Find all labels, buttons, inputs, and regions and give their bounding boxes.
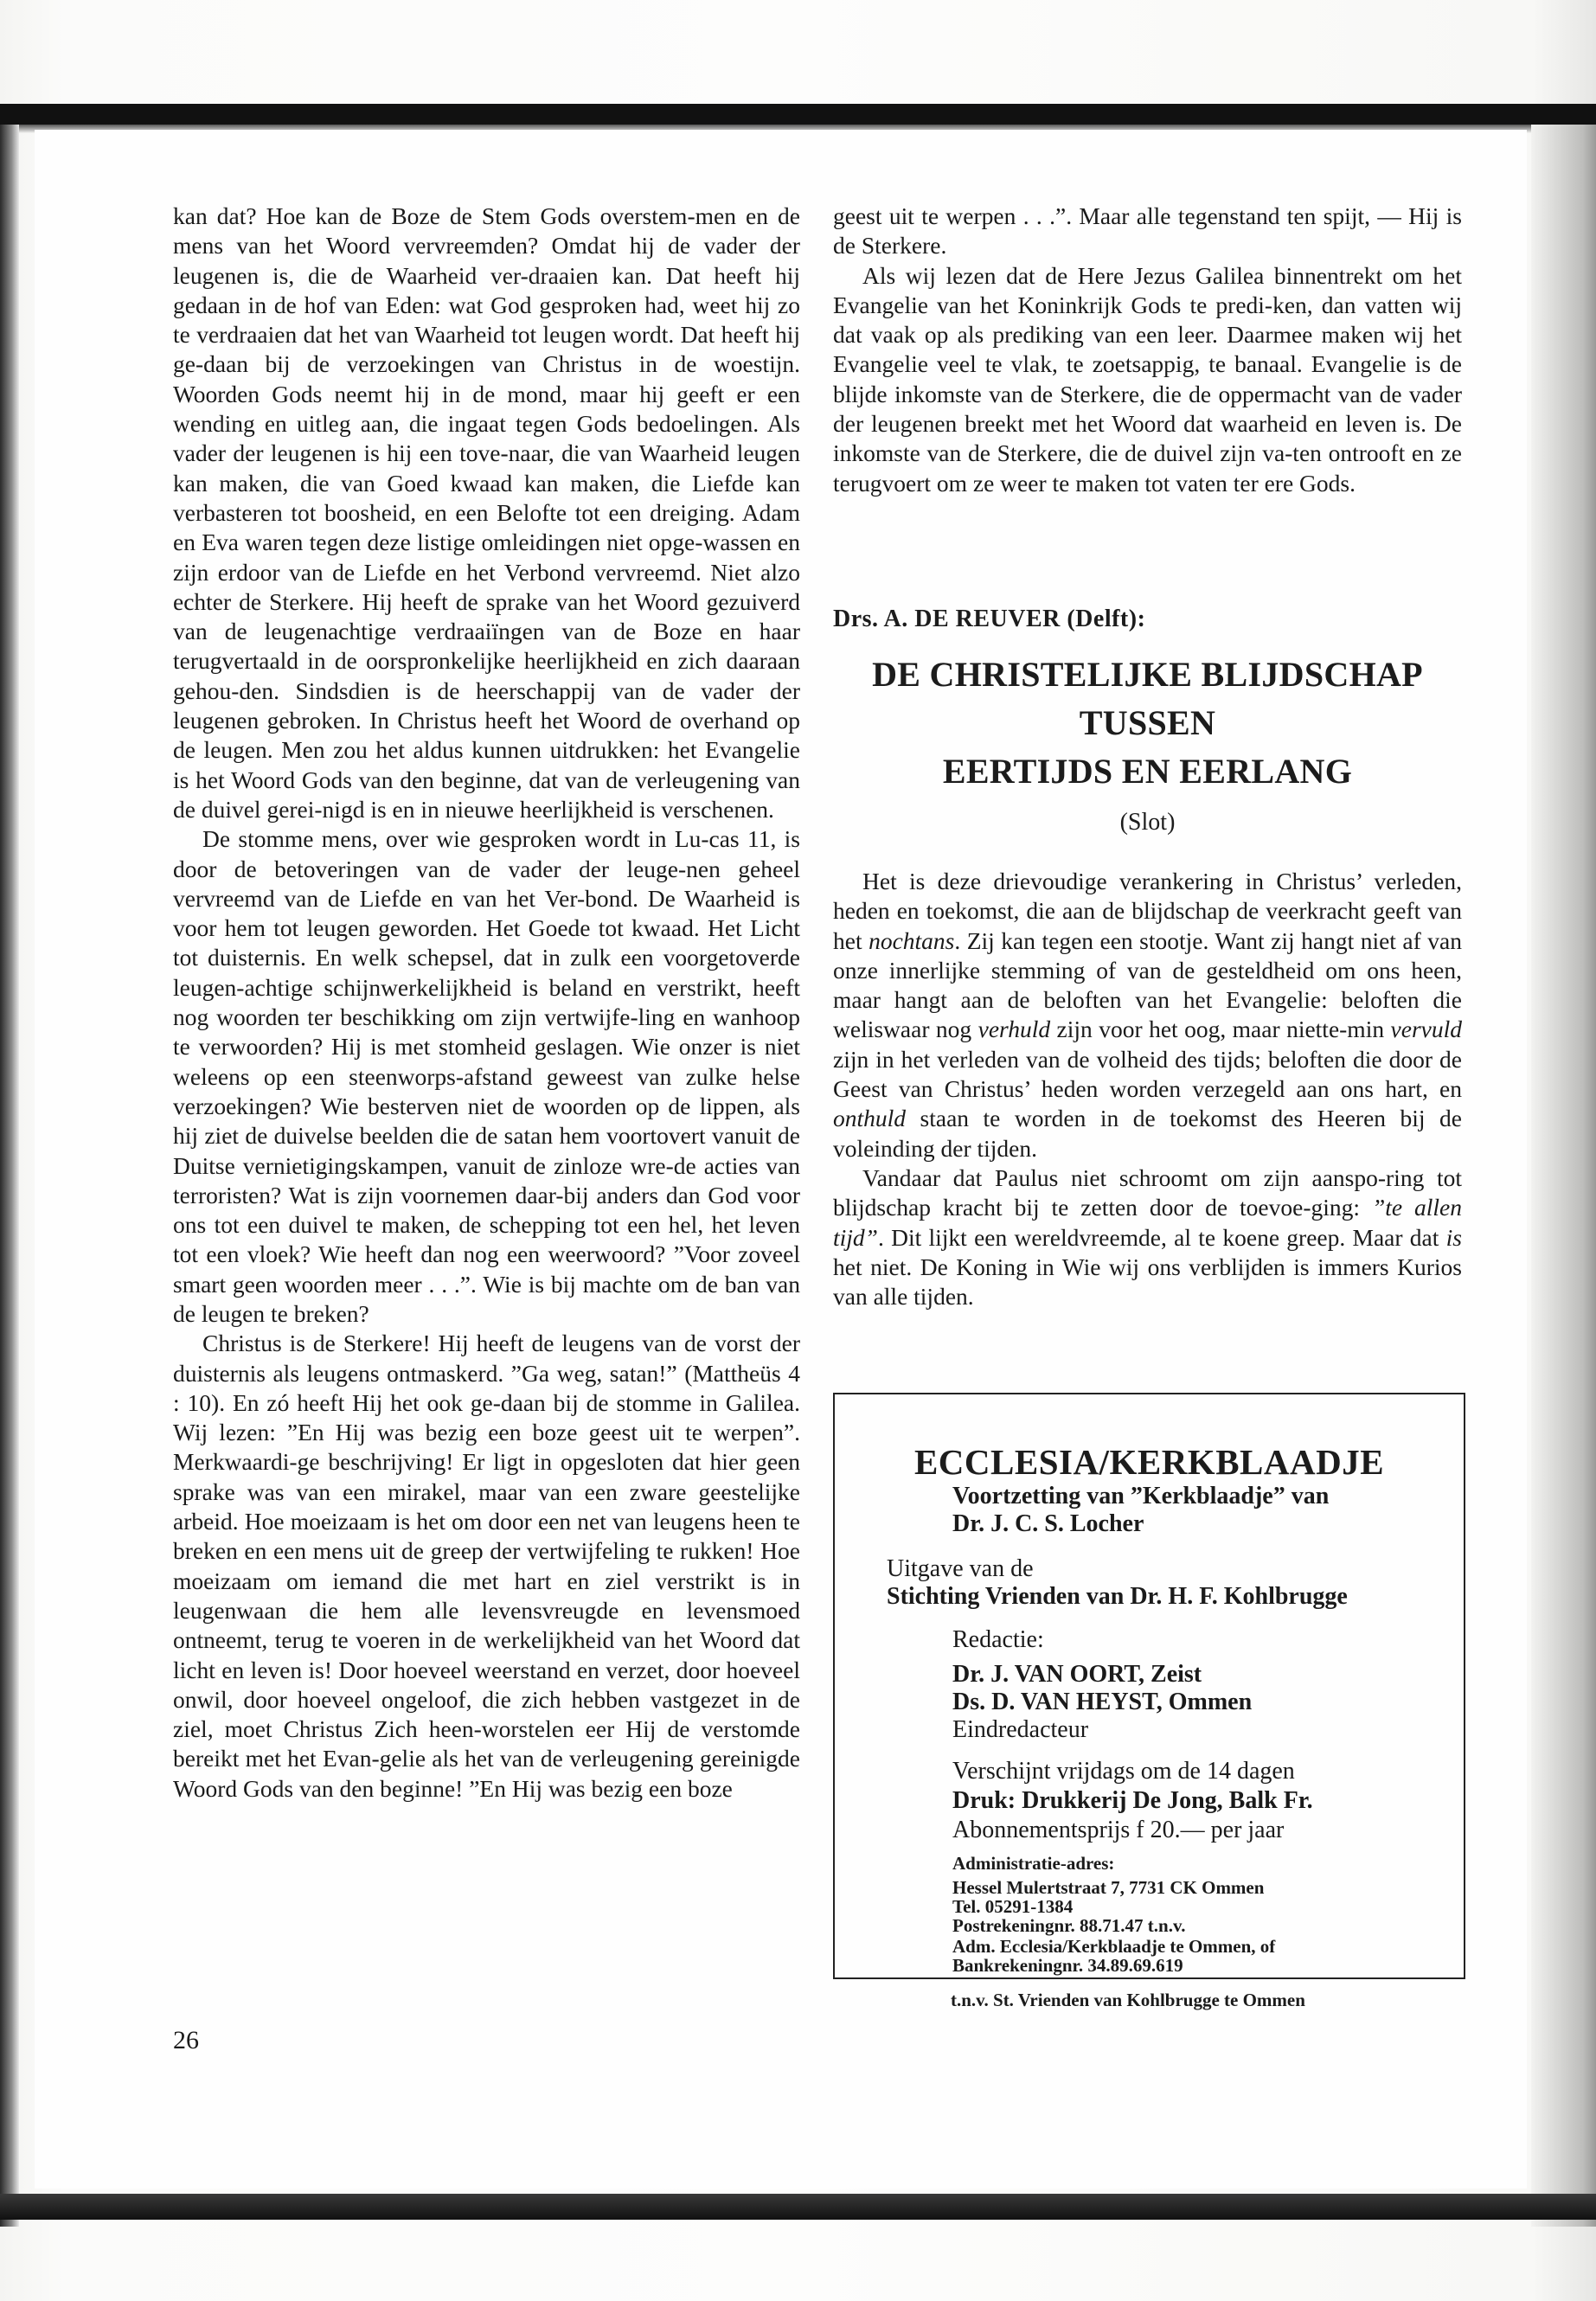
colophon-admin-bank-holder: t.n.v. St. Vrienden van Kohlbrugge te Ommen (951, 1990, 1305, 2010)
colophon-admin-phone: Tel. 05291-1384 (952, 1896, 1074, 1917)
colophon-publisher-line-1: Uitgave van de (887, 1555, 1034, 1582)
left-paragraph-1: kan dat? Hoe kan de Boze de Stem Gods overstem-men en de mens van het Woord vervreemden? Omdat hij de vader der leugenen is, die de Waarheid ver-draaien kan. Dat heeft hij gedaan in de hof van Eden: wat God gesproken had, weet hij zo te verdraaien dat het van Waarheid tot leugen wordt. Dat heeft hij ge-daan bij de verzoekingen van Christus in de woestijn. Woorden Gods neemt hij in de mond, maar hij geeft er een wending en uitleg aan, die ingaat tegen Gods bedoelingen. Als vader der leugenen is hij een tove-naar, die van Waarheid leugen kan maken, die van Goed kwaad kan maken, die Liefde kan verbasteren tot boosheid, en een Belofte tot een dreiging. Adam en Eva waren tegen deze listige omleidingen niet opge-wassen en zijn erdoor van de Liefde en het Verbond vervreemd. Niet alzo echter de Sterkere. Hij heeft de sprake van het Woord gezuiverd van de leugenachtige verdraaiïngen van de Boze en haar terugvertaald in de oorspronkelijke heerlijkheid en zich daaraan gehou-den. Sindsdien is de heerschappij van de vader der leugenen gebroken. In Christus heeft het Woord de overhand op de leugen. Men zou het aldus kunnen uitdrukken: het Evangelie is het Woord Gods van den beginne, dat van de verleugening van de duivel gerei-nigd is en in nieuwe heerlijkheid is verschenen. (173, 202, 800, 823)
colophon-subtitle-line-1: Voortzetting van ”Kerkblaadje” van (952, 1483, 1330, 1509)
colophon-title: ECCLESIA/KERKBLAADJE (913, 1442, 1385, 1482)
right-column-top (833, 202, 1462, 498)
colophon-editorial-label: Redactie: (952, 1626, 1044, 1653)
colophon-subtitle-line-2: Dr. J. C. S. Locher (952, 1510, 1144, 1537)
colophon-editor-1: Dr. J. VAN OORT, Zeist (952, 1661, 1202, 1688)
colophon-editor-2: Ds. D. VAN HEYST, Ommen (952, 1689, 1253, 1715)
left-paragraph-3: Christus is de Sterkere! Hij heeft de leugens van de vorst der duisternis als leugens ontmaskerd. ”Ga weg, satan!” (Mattheüs 4 : 10). En zó heeft Hij het ook ge-daan bij de stomme in Galilea. Wij lezen: ”En Hij was bezig een boze geest uit te werpen”. Merkwaardi-ge beschrijving! Er ligt in opgesloten dat hier geen sprake was van een mirakel, maar van een zware geestelijke arbeid. Hoe moeizaam is het om door een net van leugens heen te breken en een mens uit de greep der vertwijfeling te rukken! Hoe moeizaam om iemand die met hart en ziel verstrikt is in leugenwaan die hem alle levensvreugde en levensmoed ontneemt, terug te voeren in de werkelijkheid van het Woord dat licht en leven is! Door hoeveel weerstand en verzet, door hoeveel onwil, door hoeveel ongeloof, die zich hebben vastgezet in de ziel, moet Christus Zich heen-worstelen eer Hij de verstomde bereikt met het Evan-gelie als het van de verleugening gereinigde Woord Gods van den beginne! ”En Hij was bezig een boze (173, 1330, 800, 1802)
colophon-admin-label: Administratie-adres: (952, 1853, 1115, 1874)
colophon-editor-role: Eindredacteur (952, 1716, 1089, 1743)
scan-right-border (1531, 125, 1596, 2227)
title-line-1: DE CHRISTELIJKE BLIJDSCHAP (872, 655, 1423, 694)
scan-bottom-border (0, 2194, 1596, 2220)
scan-left-border (0, 125, 19, 2227)
article-author: Drs. A. DE REUVER (Delft): (833, 606, 1146, 632)
article-paragraph-2: Vandaar dat Paulus niet schroomt om zijn aanspo-ring tot blijdschap kracht bij te zetten door de toevoe-ging: ”te allen tijd”. Dit lijkt een wereldvreemde, al te koene greep. Maar dat is het niet. De Koning in Wie wij ons verblijden is immers Kurios van alle tijden. (833, 1163, 1462, 1311)
right-column-article (833, 867, 1462, 1311)
title-line-3: EERTIJDS EN EERLANG (942, 752, 1353, 791)
article-title (833, 651, 1462, 796)
colophon-subscription: Abonnementsprijs f 20.— per jaar (952, 1817, 1285, 1843)
left-paragraph-2: De stomme mens, over wie gesproken wordt in Lu-cas 11, is door de betoveringen van de vader der leuge-nen geheel vervreemd van de Liefde en van het Ver-bond. De Waarheid is voor hem tot leugen geworden. Het Goede tot kwaad. Het Licht tot duisternis. En welk schepsel, dat in zulk een voorgetoverde leugen-achtige schijnwerkelijkheid is beland en verstrikt, heeft nog woorden ter beschikking om zijn vertwijfe-ling en wanhoop te verwoorden? Hij is met stomheid geslagen. Wie onzer is niet weleens op een steenworps-afstand geweest van zulke helse verzoekingen? Wie besterven niet de woorden op de lippen, als hij ziet de duivelse beelden die de satan hem voortovert vanuit de Duitse vernietigingskampen, vanuit de zinloze wre-de acties van terroristen? Wat is zijn voornemen daar-bij anders dan God voor ons tot een duivel te maken, de schepping tot een hel, het leven tot een vloek? Wie heeft dan nog een weerwoord? ”Voor zoveel smart geen woorden meer . . .”. Wie is bij machte om de ban van de leugen te breken? (173, 825, 800, 1327)
colophon-admin-account-holder: Adm. Ecclesia/Kerkblaadje te Ommen, of (952, 1936, 1276, 1957)
colophon-printer: Druk: Drukkerij De Jong, Balk Fr. (952, 1787, 1313, 1814)
left-column (173, 202, 800, 1804)
article-paragraph-1: Het is deze drievoudige verankering in Christus’ verleden, heden en toekomst, die aan de blijdschap de veerkracht geeft van het nochtans. Zij kan tegen een stootje. Want zij hangt niet af van onze innerlijke stemming of van de gesteldheid om ons heen, maar hangt aan de beloften van het Evangelie: beloften die weliswaar nog verhuld zijn voor het oog, maar niette-min vervuld zijn in het verleden van de volheid des tijds; beloften die door de Geest van Christus’ heden worden verzegeld aan ons hart, en onthuld staan te worden in de toekomst des Heeren bij de voleinding der tijden. (833, 868, 1462, 1162)
colophon-box (833, 1393, 1465, 1979)
scan-top-border (0, 104, 1596, 125)
right-paragraph-1: geest uit te werpen . . .”. Maar alle tegenstand ten spijt, — Hij is de Sterkere. (833, 202, 1462, 260)
article-subtitle: (Slot) (1119, 809, 1176, 836)
colophon-admin-address: Hessel Mulertstraat 7, 7731 CK Ommen (952, 1877, 1265, 1898)
colophon-frequency: Verschijnt vrijdags om de 14 dagen (952, 1758, 1295, 1785)
colophon-admin-postal-account: Postrekeningnr. 88.71.47 t.n.v. (952, 1915, 1186, 1936)
colophon-admin-bank-account: Bankrekeningnr. 34.89.69.619 (952, 1955, 1183, 1976)
title-line-2: TUSSEN (1079, 703, 1216, 742)
right-paragraph-2: Als wij lezen dat de Here Jezus Galilea binnentrekt om het Evangelie van het Koninkrijk Gods te predi-ken, dan vatten wij dat vaak op als prediking van een leer. Daarmee maken wij het Evangelie veel te vlak, te zoetsappig, te banaal. Evangelie is de blijde inkomste van de Sterkere, die de oppermacht van de vader der leugenen breekt met het Woord dat waarheid en leven is. De inkomste van de Sterkere, die de duivel zijn va-ten ontrooft en ze terugvoert om ze weer te maken tot vaten ter ere Gods. (833, 261, 1462, 497)
colophon-publisher-line-2: Stichting Vrienden van Dr. H. F. Kohlbrugge (887, 1583, 1348, 1610)
page-number: 26 (173, 2026, 199, 2054)
